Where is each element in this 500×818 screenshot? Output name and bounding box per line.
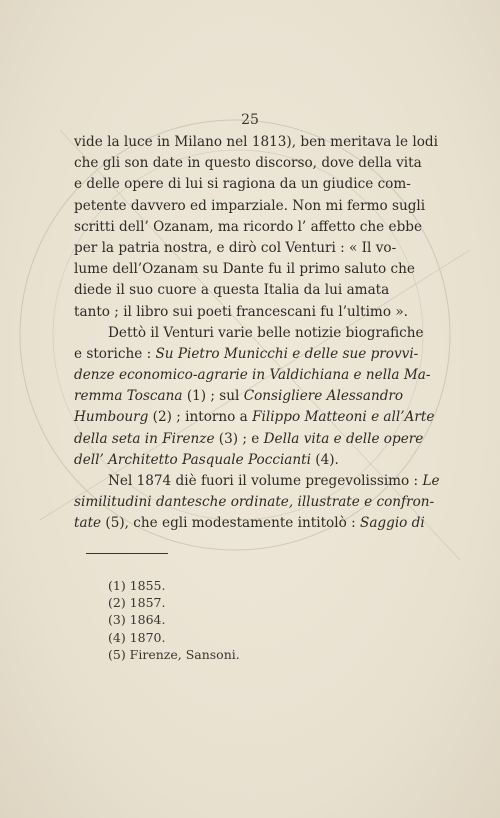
- text-line: diede il suo cuore a questa Italia da lui amata: [74, 282, 390, 299]
- text-line: similitudini dantesche ordinate, illustrate e confron-: [74, 494, 435, 511]
- text-line: della seta in Firenze (3) ; e Della vita e delle opere: [74, 430, 424, 447]
- text-line: scritti dell’ Ozanam, ma ricordo l’ affetto che ebbe: [74, 218, 423, 235]
- footnote: (4) 1870.: [108, 629, 166, 645]
- footnote: (5) Firenze, Sansoni.: [108, 646, 240, 662]
- text-line: Nel 1874 diè fuori il volume pregevolissimo : Le: [108, 473, 440, 489]
- text-line: Humbourg (2) ; intorno a Filippo Matteoni e all’Arte: [74, 409, 435, 426]
- text-line: dell’ Architetto Pasquale Poccianti (4).: [74, 451, 339, 468]
- body-text: [74, 132, 440, 535]
- text-line: e delle opere di lui si ragiona da un giudice com-: [74, 176, 411, 193]
- text-line: petente davvero ed imparziale. Non mi fermo sugli: [74, 197, 426, 214]
- text-line: per la patria nostra, e dirò col Venturi : « Il vo-: [74, 239, 397, 256]
- footnotes: [108, 577, 240, 663]
- page-number: 25: [241, 112, 259, 128]
- footnote: (1) 1855.: [108, 578, 166, 593]
- text-line: tanto ; il libro sui poeti francescani fu l’ultimo ».: [74, 303, 408, 320]
- footnote-divider: [86, 553, 168, 554]
- text-line: tate (5), che egli modestamente intitolò : Saggio di: [74, 515, 425, 532]
- text-line: che gli son date in questo discorso, dove della vita: [74, 155, 422, 172]
- text-line: e storiche : Su Pietro Municchi e delle sue provvi-: [74, 345, 419, 362]
- text-line: lume dell’Ozanam su Dante fu il primo saluto che: [74, 261, 415, 278]
- text-line: Dettò il Venturi varie belle notizie biografiche: [108, 324, 424, 341]
- text-line: denze economico-agrarie in Valdichiana e nella Ma-: [74, 367, 431, 384]
- text-line: vide la luce in Milano nel 1813), ben meritava le lodi: [74, 134, 438, 150]
- footnote: (2) 1857.: [108, 595, 166, 611]
- text-line: remma Toscana (1) ; sul Consigliere Alessandro: [74, 388, 404, 405]
- footnote: (3) 1864.: [108, 612, 166, 628]
